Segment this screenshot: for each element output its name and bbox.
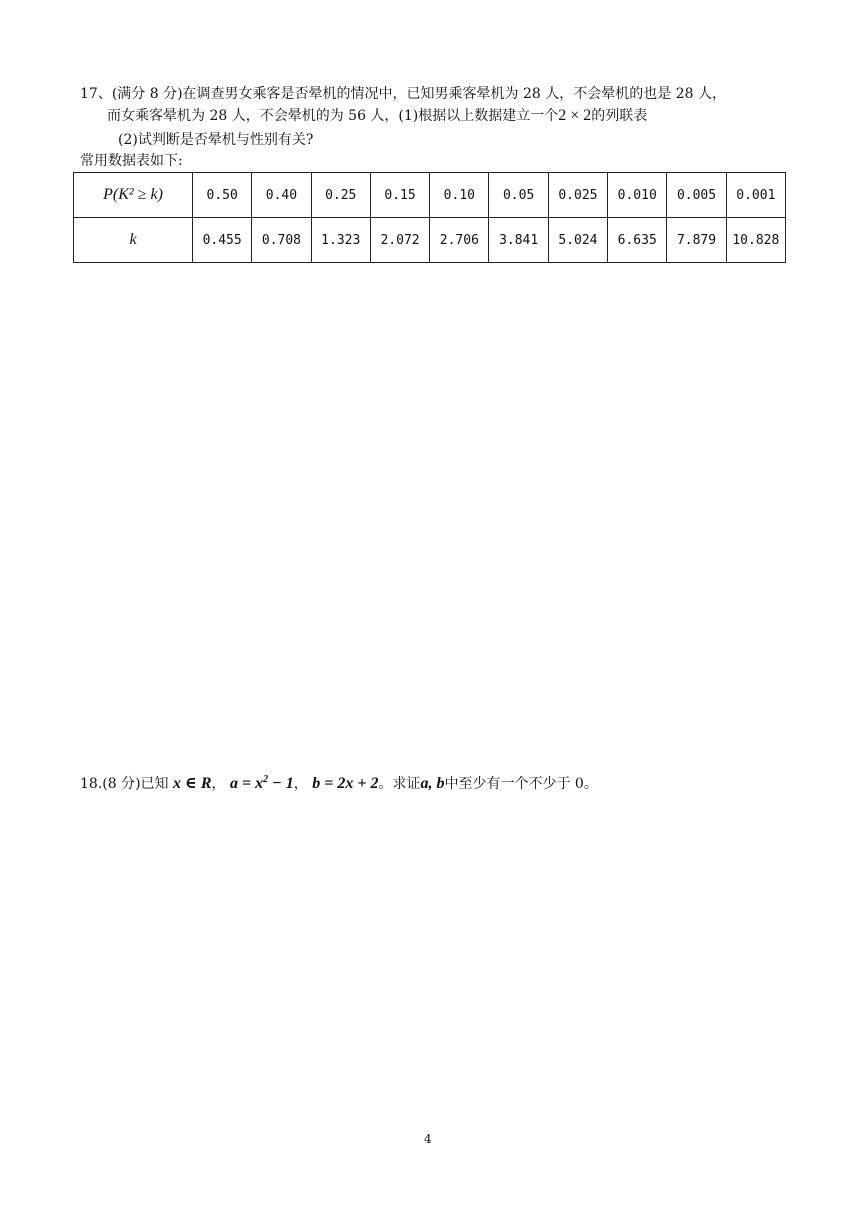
k-value-cell: 0.455 bbox=[193, 218, 252, 263]
k-value-cell: 1.323 bbox=[311, 218, 370, 263]
p-value-cell: 0.50 bbox=[193, 173, 252, 218]
k-value-cell: 5.024 bbox=[548, 218, 607, 263]
question-17-line-2 bbox=[107, 107, 647, 125]
variables-a-b: a, b bbox=[420, 775, 445, 792]
p-value-cell: 0.001 bbox=[726, 173, 785, 218]
p-value-cell: 0.15 bbox=[370, 173, 429, 218]
row-header-k: k bbox=[74, 218, 193, 263]
separator: ， bbox=[211, 776, 226, 792]
table-row-probability bbox=[74, 173, 786, 218]
k-value-cell: 7.879 bbox=[667, 218, 726, 263]
p-value-cell: 0.10 bbox=[430, 173, 489, 218]
k-value-cell: 2.706 bbox=[430, 218, 489, 263]
k-value-cell: 2.072 bbox=[370, 218, 429, 263]
contingency-size-math: 2 × 2 bbox=[558, 107, 592, 124]
question-17-part-2: (2)试判断是否晕机与性别有关? bbox=[118, 132, 314, 148]
question-18-suffix: 中至少有一个不少于 0。 bbox=[444, 776, 598, 792]
page-number: 4 bbox=[424, 1132, 432, 1146]
question-18 bbox=[80, 775, 598, 793]
separator: ， bbox=[293, 776, 308, 792]
table-caption: 常用数据表如下: bbox=[80, 153, 183, 169]
question-17-text-end: 的列联表 bbox=[591, 108, 648, 124]
exponent: 2 bbox=[263, 774, 269, 785]
condition-x-in-r: x ∈ R bbox=[173, 775, 212, 792]
row-header-probability: P(K² ≥ k) bbox=[74, 173, 193, 218]
question-18-mid: 。求证 bbox=[378, 776, 421, 792]
k-value-cell: 10.828 bbox=[726, 218, 785, 263]
condition-a-rhs: − 1 bbox=[268, 775, 294, 792]
question-17-line-1: 17、(满分 8 分)在调查男女乘客是否晕机的情况中，已知男乘客晕机为 28 人，不会晕机的也是 28 人， bbox=[80, 86, 726, 102]
table-row-k bbox=[74, 218, 786, 263]
k-value-cell: 0.708 bbox=[252, 218, 311, 263]
p-value-cell: 0.005 bbox=[667, 173, 726, 218]
question-18-prefix: 18.(8 分)已知 bbox=[80, 776, 169, 792]
p-value-cell: 0.40 bbox=[252, 173, 311, 218]
p-value-cell: 0.25 bbox=[311, 173, 370, 218]
p-value-cell: 0.05 bbox=[489, 173, 548, 218]
k-value-cell: 6.635 bbox=[608, 218, 667, 263]
critical-value-table bbox=[73, 172, 786, 263]
k-value-cell: 3.841 bbox=[489, 218, 548, 263]
question-17-text: 而女乘客晕机为 28 人，不会晕机的为 56 人，(1)根据以上数据建立一个 bbox=[107, 108, 559, 124]
condition-a bbox=[230, 775, 294, 792]
p-value-cell: 0.010 bbox=[608, 173, 667, 218]
condition-a-lhs: a = x bbox=[229, 775, 264, 792]
p-value-cell: 0.025 bbox=[548, 173, 607, 218]
condition-b: b = 2x + 2 bbox=[312, 775, 379, 792]
